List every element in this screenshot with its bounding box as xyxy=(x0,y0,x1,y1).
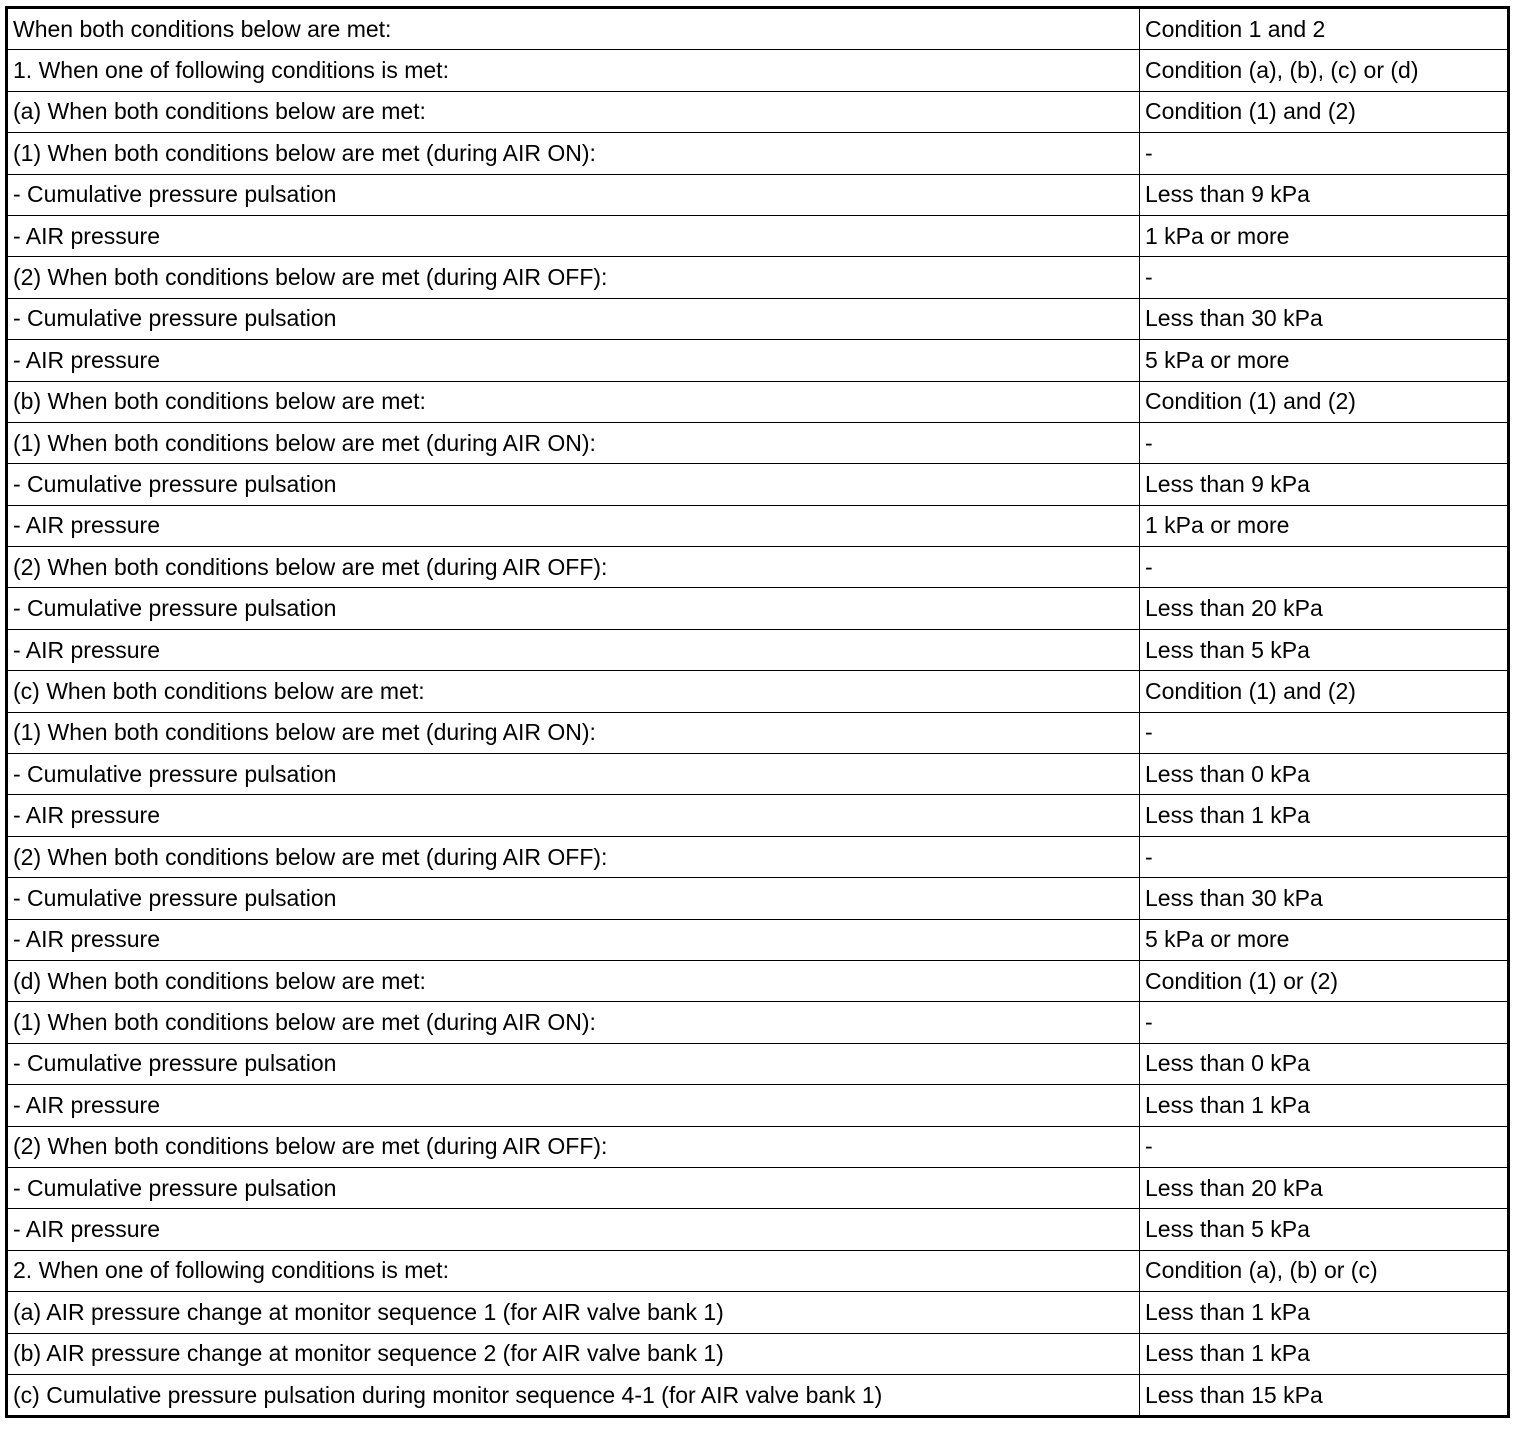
condition-cell: (c) When both conditions below are met: xyxy=(7,671,1140,712)
threshold-cell: Less than 1 kPa xyxy=(1140,1292,1509,1333)
table-row xyxy=(7,8,1509,50)
threshold-cell: Less than 0 kPa xyxy=(1140,754,1509,795)
threshold-cell: 1 kPa or more xyxy=(1140,215,1509,256)
condition-cell: (1) When both conditions below are met (during AIR ON): xyxy=(7,133,1140,174)
condition-cell: (a) AIR pressure change at monitor sequence 1 (for AIR valve bank 1) xyxy=(7,1292,1140,1333)
condition-cell: - AIR pressure xyxy=(7,629,1140,670)
table-row xyxy=(7,629,1509,670)
threshold-cell: - xyxy=(1140,712,1509,753)
condition-cell: (2) When both conditions below are met (during AIR OFF): xyxy=(7,257,1140,298)
condition-cell: (a) When both conditions below are met: xyxy=(7,91,1140,132)
threshold-cell: Less than 30 kPa xyxy=(1140,878,1509,919)
threshold-cell: Less than 5 kPa xyxy=(1140,1209,1509,1250)
condition-cell: (b) When both conditions below are met: xyxy=(7,381,1140,422)
threshold-cell: - xyxy=(1140,836,1509,877)
threshold-cell: Less than 20 kPa xyxy=(1140,1167,1509,1208)
condition-cell: (2) When both conditions below are met (during AIR OFF): xyxy=(7,547,1140,588)
threshold-cell: Less than 30 kPa xyxy=(1140,298,1509,339)
threshold-cell: Condition 1 and 2 xyxy=(1140,8,1509,50)
condition-cell: When both conditions below are met: xyxy=(7,8,1140,50)
threshold-cell: Condition (1) or (2) xyxy=(1140,960,1509,1001)
condition-cell: (2) When both conditions below are met (during AIR OFF): xyxy=(7,836,1140,877)
condition-cell: - AIR pressure xyxy=(7,795,1140,836)
threshold-cell: Less than 0 kPa xyxy=(1140,1043,1509,1084)
table-row xyxy=(7,1043,1509,1084)
threshold-cell: Less than 1 kPa xyxy=(1140,795,1509,836)
table-row xyxy=(7,340,1509,381)
table-row xyxy=(7,712,1509,753)
condition-cell: - AIR pressure xyxy=(7,1209,1140,1250)
table-row xyxy=(7,133,1509,174)
table-row xyxy=(7,257,1509,298)
table-row xyxy=(7,464,1509,505)
table-row xyxy=(7,1167,1509,1208)
table-row xyxy=(7,1374,1509,1416)
condition-cell: 1. When one of following conditions is met: xyxy=(7,50,1140,91)
threshold-cell: Less than 15 kPa xyxy=(1140,1374,1509,1416)
condition-cell: (1) When both conditions below are met (during AIR ON): xyxy=(7,1002,1140,1043)
table-row xyxy=(7,754,1509,795)
condition-cell: - AIR pressure xyxy=(7,1085,1140,1126)
threshold-cell: - xyxy=(1140,257,1509,298)
table-row xyxy=(7,795,1509,836)
threshold-cell: 5 kPa or more xyxy=(1140,340,1509,381)
table-row xyxy=(7,588,1509,629)
table-row xyxy=(7,1333,1509,1374)
condition-cell: - Cumulative pressure pulsation xyxy=(7,464,1140,505)
threshold-cell: Less than 20 kPa xyxy=(1140,588,1509,629)
condition-cell: - Cumulative pressure pulsation xyxy=(7,1167,1140,1208)
table-row xyxy=(7,174,1509,215)
threshold-cell: - xyxy=(1140,133,1509,174)
condition-cell: - Cumulative pressure pulsation xyxy=(7,298,1140,339)
threshold-cell: Less than 5 kPa xyxy=(1140,629,1509,670)
threshold-cell: 5 kPa or more xyxy=(1140,919,1509,960)
condition-cell: (1) When both conditions below are met (during AIR ON): xyxy=(7,422,1140,463)
condition-cell: - Cumulative pressure pulsation xyxy=(7,754,1140,795)
table-row xyxy=(7,547,1509,588)
threshold-cell: Condition (a), (b), (c) or (d) xyxy=(1140,50,1509,91)
table-row xyxy=(7,1250,1509,1291)
threshold-cell: Less than 1 kPa xyxy=(1140,1085,1509,1126)
table-row xyxy=(7,91,1509,132)
table-row xyxy=(7,919,1509,960)
threshold-cell: Less than 9 kPa xyxy=(1140,464,1509,505)
table-row xyxy=(7,1085,1509,1126)
table-row xyxy=(7,878,1509,919)
conditions-table-body xyxy=(7,8,1509,1417)
table-row xyxy=(7,422,1509,463)
table-row xyxy=(7,505,1509,546)
condition-cell: (b) AIR pressure change at monitor sequence 2 (for AIR valve bank 1) xyxy=(7,1333,1140,1374)
table-row xyxy=(7,960,1509,1001)
condition-cell: (d) When both conditions below are met: xyxy=(7,960,1140,1001)
condition-cell: - AIR pressure xyxy=(7,505,1140,546)
threshold-cell: Less than 1 kPa xyxy=(1140,1333,1509,1374)
threshold-cell: - xyxy=(1140,547,1509,588)
condition-cell: (1) When both conditions below are met (during AIR ON): xyxy=(7,712,1140,753)
condition-cell: - Cumulative pressure pulsation xyxy=(7,1043,1140,1084)
threshold-cell: Condition (1) and (2) xyxy=(1140,91,1509,132)
threshold-cell: - xyxy=(1140,1126,1509,1167)
table-row xyxy=(7,298,1509,339)
threshold-cell: 1 kPa or more xyxy=(1140,505,1509,546)
condition-cell: (c) Cumulative pressure pulsation during monitor sequence 4-1 (for AIR valve bank 1) xyxy=(7,1374,1140,1416)
table-row xyxy=(7,1209,1509,1250)
threshold-cell: Less than 9 kPa xyxy=(1140,174,1509,215)
threshold-cell: Condition (1) and (2) xyxy=(1140,381,1509,422)
threshold-cell: - xyxy=(1140,422,1509,463)
table-row xyxy=(7,1126,1509,1167)
condition-cell: - AIR pressure xyxy=(7,215,1140,256)
condition-cell: (2) When both conditions below are met (during AIR OFF): xyxy=(7,1126,1140,1167)
threshold-cell: Condition (a), (b) or (c) xyxy=(1140,1250,1509,1291)
table-row xyxy=(7,215,1509,256)
table-row xyxy=(7,50,1509,91)
threshold-cell: Condition (1) and (2) xyxy=(1140,671,1509,712)
threshold-cell: - xyxy=(1140,1002,1509,1043)
condition-cell: - Cumulative pressure pulsation xyxy=(7,174,1140,215)
condition-cell: - AIR pressure xyxy=(7,919,1140,960)
condition-cell: - Cumulative pressure pulsation xyxy=(7,588,1140,629)
condition-cell: - Cumulative pressure pulsation xyxy=(7,878,1140,919)
table-row xyxy=(7,671,1509,712)
table-row xyxy=(7,836,1509,877)
table-row xyxy=(7,381,1509,422)
condition-cell: - AIR pressure xyxy=(7,340,1140,381)
table-row xyxy=(7,1002,1509,1043)
condition-cell: 2. When one of following conditions is met: xyxy=(7,1250,1140,1291)
conditions-table xyxy=(5,6,1510,1418)
table-row xyxy=(7,1292,1509,1333)
